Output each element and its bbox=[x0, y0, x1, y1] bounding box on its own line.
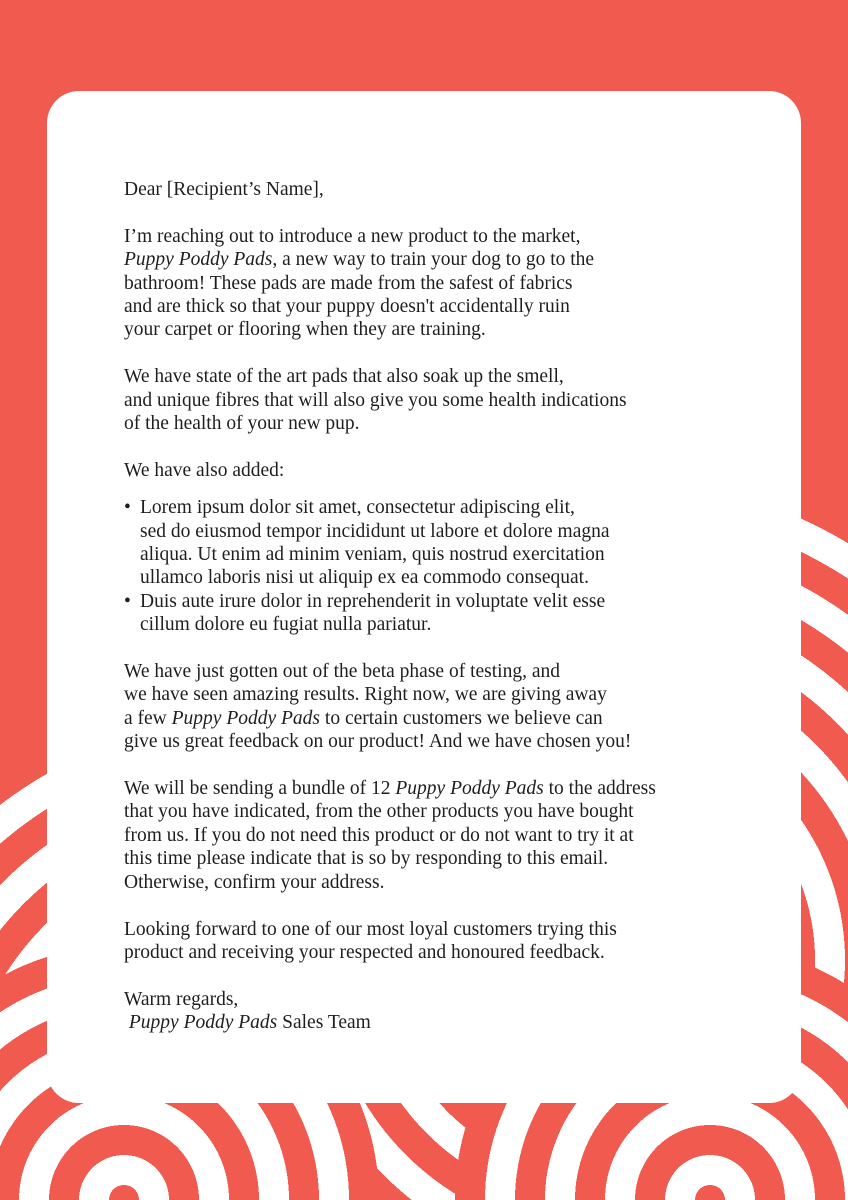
text-line bbox=[124, 777, 744, 800]
text-segment: give us great feedback on our product! And we have chosen you! bbox=[124, 731, 632, 753]
text-segment: and are thick so that your puppy doesn't accidentally ruin bbox=[124, 296, 570, 318]
text-line bbox=[124, 918, 744, 941]
text-line bbox=[124, 1011, 744, 1034]
text-line bbox=[140, 543, 744, 566]
text-segment: ullamco laboris nisi ut aliquip ex ea commodo consequat. bbox=[140, 567, 589, 589]
text-segment: from us. If you do not need this product or do not want to try it at bbox=[124, 824, 634, 846]
text-segment: We will be sending a bundle of 12 bbox=[124, 778, 396, 800]
text-line bbox=[124, 847, 744, 870]
text-segment: bathroom! These pads are made from the safest of fabrics bbox=[124, 272, 573, 294]
text-segment: a few bbox=[124, 707, 172, 729]
text-line bbox=[140, 520, 744, 543]
text-line bbox=[124, 707, 744, 730]
text-segment: this time please indicate that is so by responding to this email. bbox=[124, 848, 609, 870]
text-line bbox=[124, 272, 744, 295]
text-line bbox=[140, 496, 744, 519]
text-segment: your carpet or flooring when they are training. bbox=[124, 319, 486, 341]
text-segment: that you have indicated, from the other products you have bought bbox=[124, 801, 634, 823]
bullet-item bbox=[124, 590, 744, 637]
text-segment: sed do eiusmod tempor incididunt ut labore et dolore magna bbox=[140, 520, 610, 542]
text-line bbox=[124, 988, 744, 1011]
text-line bbox=[140, 613, 744, 636]
text-line bbox=[124, 800, 744, 823]
text-segment: Sales Team bbox=[277, 1012, 371, 1034]
text-line bbox=[124, 459, 744, 482]
text-segment: I’m reaching out to introduce a new product to the market, bbox=[124, 225, 581, 247]
text-segment: We have state of the art pads that also soak up the smell, bbox=[124, 366, 564, 388]
text-line bbox=[124, 248, 744, 271]
text-segment: We have just gotten out of the beta phase of testing, and bbox=[124, 661, 560, 683]
text-segment: We have also added: bbox=[124, 459, 285, 481]
text-segment: Otherwise, confirm your address. bbox=[124, 871, 385, 893]
text-line bbox=[124, 318, 744, 341]
text-line bbox=[124, 365, 744, 388]
text-line bbox=[140, 590, 744, 613]
product-name: Puppy Poddy Pads bbox=[171, 707, 321, 729]
text-line bbox=[140, 566, 744, 589]
paragraph-looking-forward bbox=[124, 918, 744, 965]
paragraph-intro bbox=[124, 225, 744, 342]
text-segment: cillum dolore eu fugiat nulla pariatur. bbox=[140, 614, 432, 636]
text-segment: Warm regards, bbox=[124, 988, 239, 1010]
text-line bbox=[124, 178, 744, 201]
text-segment: Looking forward to one of our most loyal customers trying this bbox=[124, 918, 617, 940]
text-line bbox=[124, 824, 744, 847]
text-line bbox=[124, 295, 744, 318]
text-segment: to the address bbox=[543, 778, 656, 800]
text-segment: , a new way to train your dog to go to the bbox=[272, 249, 595, 271]
bullet-item bbox=[124, 496, 744, 590]
text-segment: aliqua. Ut enim ad minim veniam, quis nostrud exercitation bbox=[140, 544, 605, 566]
bullet-list bbox=[124, 496, 744, 636]
text-line bbox=[124, 389, 744, 412]
text-segment: Duis aute irure dolor in reprehenderit in voluptate velit esse bbox=[140, 590, 606, 612]
text-segment: we have seen amazing results. Right now, we are giving away bbox=[124, 684, 607, 706]
greeting bbox=[124, 178, 744, 201]
text-line bbox=[124, 225, 744, 248]
product-name: Puppy Poddy Pads bbox=[128, 1012, 278, 1034]
paragraph-added bbox=[124, 459, 744, 482]
text-segment: product and receiving your respected and honoured feedback. bbox=[124, 941, 605, 963]
paragraph-beta bbox=[124, 660, 744, 754]
closing-signature bbox=[124, 988, 744, 1035]
text-line bbox=[124, 412, 744, 435]
text-segment: of the health of your new pup. bbox=[124, 413, 360, 435]
text-line bbox=[124, 871, 744, 894]
text-line bbox=[124, 941, 744, 964]
paragraph-features bbox=[124, 365, 744, 435]
text-segment: Lorem ipsum dolor sit amet, consectetur adipiscing elit, bbox=[140, 497, 575, 519]
product-name: Puppy Poddy Pads bbox=[395, 778, 544, 800]
letter-body bbox=[124, 178, 744, 1035]
text-segment: to certain customers we believe can bbox=[320, 707, 603, 729]
paragraph-bundle bbox=[124, 777, 744, 894]
text-segment: and unique fibres that will also give you some health indications bbox=[124, 389, 627, 411]
text-line bbox=[124, 730, 744, 753]
text-segment: Dear [Recipient’s Name], bbox=[124, 179, 324, 200]
text-line bbox=[124, 683, 744, 706]
text-line bbox=[124, 660, 744, 683]
product-name: Puppy Poddy Pads bbox=[124, 249, 273, 271]
